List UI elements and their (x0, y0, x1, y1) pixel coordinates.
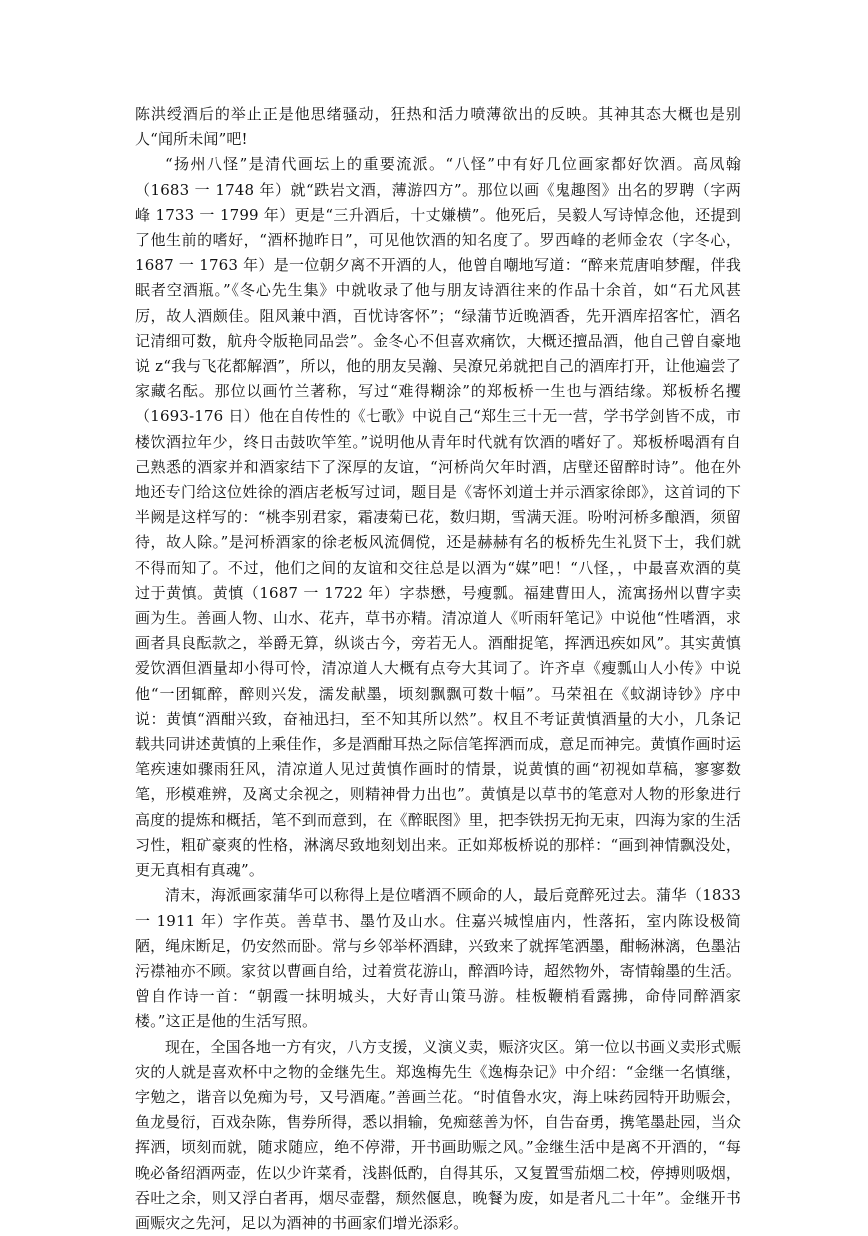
paragraph-pu-hua: 清末，海派画家蒲华可以称得上是位嗜酒不顾命的人，最后竟醉死过去。蒲华（1833 一 1911 年）字作英。善草书、墨竹及山水。住嘉兴城惶庙内，性落拓，室内陈设极简陋，绳床断足，仍安然而卧。常与乡邻举杯酒肆，兴致来了就挥笔洒墨，酣畅淋漓，色墨沾污襟袖亦不顾。家贫以曹画自给，过着赏花游山，醉酒吟诗，超然物外，寄情翰墨的生活。曾自作诗一首：“朝霞一抹明城头，大好青山策马游。桂板鞭梢看露拂，命侍同醉酒家楼。”这正是他的生活写照。 (135, 886, 742, 1031)
document-page (135, 102, 741, 1236)
paragraph-jin-ji: 现在，全国各地一方有灾，八方支援，义演义卖，赈济灾区。第一位以书画义卖形式赈灾的人就是喜欢杯中之物的金继先生。郑逸梅先生《逸梅杂记》中介绍：“金继一名慎继，字勉之，谐音以免痴为号，又号酒庵。”善画兰花。“时值鲁水灾，海上味药园特开助赈会，鱼龙曼衍，百戏杂陈，售券所得，悉以捐输，免痴慈善为怀，自告奋勇，携笔墨赴园，当众挥洒，顷刻而就，随求随应，绝不停滞，开书画助赈之风。”金继生活中是离不开酒的，“每晚必备绍酒两壶，佐以少许菜肴，浅斟低酌，自得其乐，又复置雪茄烟二校，停搏则吸烟，吞吐之余，则又浮白者再，烟尽壶罄，颓然偃息，晚餐为废，如是者凡二十年”。金继开书画赈灾之先河，足以为酒神的书画家们增光添彩。 (135, 1037, 742, 1232)
paragraph-yangzhou-eight-eccentrics: “扬州八怪”是清代画坛上的重要流派。“八怪”中有好几位画家都好饮酒。高凤翰（1683 一 1748 年）就“跌岩文酒，薄游四方”。那位以画《鬼趣图》出名的罗聘（字两峰 1733 一 1799 年）更是“三升酒后，十丈嫌横”。他死后，吴毅人写诗悼念他，还提到了他生前的嗜好，“酒杯抛昨日”，可见他饮酒的知名度了。罗西峰的老师金农（字冬心，1687 一 1763 年）是一位朝夕离不开酒的人，他曾自嘲地写道：“醉来荒唐咱梦醒，伴我眠者空酒瓶。”《冬心先生集》中就收录了他与朋友诗酒往来的作品十余首，如“石尤风甚厉，故人酒颇佳。阻风兼中酒，百忧诗客怀”；“绿蒲节近晚酒香，先开酒库招客忙，酒名记清细可数，航舟令版艳同品尝”。金冬心不但喜欢痛饮，大概还擅品酒，他自己曾自豪地说 z“我与飞花都解酒”，所以，他的朋友吴瀚、吴潦兄弟就把自己的酒库打开，让他遍尝了家藏名酝。那位以画竹兰著称，写过“难得糊涂”的郑板桥一生也与酒结缘。郑板桥名攫（1693-176 日）他在自传性的《七歌》中说自己“郑生三十无一营，学书学剑皆不成，市楼饮酒拉年少，终日击鼓吹竿笙。”说明他从青年时代就有饮酒的嗜好了。郑板桥喝酒有自己熟悉的酒家并和酒家结下了深厚的友谊，“河桥尚欠年时酒，店壁还留醉时诗”。他在外地还专门给这位姓徐的酒店老板写过词，题目是《寄怀刘道士并示酒家徐郎》，这首词的下半阙是这样写的：“桃李别君家，霜凄菊已花，数归期，雪满天涯。吩咐河桥多酿酒，须留待，故人除。”是河桥酒家的徐老板风流倜傥，还是赫赫有名的板桥先生礼贤下士，我们就不得而知了。不过，他们之间的友谊和交往总是以酒为“媒”吧！“八怪，，中最喜欢酒的莫过于黄慎。黄慎（1687 一 1722 年）字恭懋，号瘦瓢。福建曹田人，流寓扬州以曹字卖画为生。善画人物、山水、花卉，草书亦精。清凉道人《听雨轩笔记》中说他“性嗜酒，求画者具良酝款之，举爵无算，纵谈古今，旁若无人。酒酣捉笔，挥洒迅疾如风”。其实黄慎爱饮酒但酒量却小得可怜，清凉道人大概有点夸大其词了。许齐卓《瘦瓢山人小传》中说他“一团辄醉，醉则兴发，濡发献墨，顷刻飘飘可数十幅”。马荣祖在《蚊湖诗钞》序中说：黄慎“酒酣兴致，奋袖迅扫，至不知其所以然”。权且不考证黄慎酒量的大小，几条记载共同讲述黄慎的上乘佳作，多是酒酣耳热之际信笔挥洒而成，意足而神完。黄慎作画时运笔疾速如骤雨狂风，清凉道人见过黄慎作画时的情景，说黄慎的画“初视如草稿，寥寥数笔，形模难辨，及离丈余视之，则精神骨力出也”。黄慎是以草书的笔意对人物的形象进行高度的提炼和概括，笔不到而意到，在《醉眠图》里，把李铁拐无拘无束，四海为家的生活习性，粗矿豪爽的性格，淋漓尽致地刻划出来。正如郑板桥说的那样：“画到神情飘没处，更无真相有真魂”。 (135, 155, 742, 880)
paragraph-chen-hongshou-ending: 陈洪绶酒后的举止正是他思绪骚动，狂热和活力喷薄欲出的反映。其神其态大概也是别人“闻所未闻”吧! (135, 105, 741, 149)
